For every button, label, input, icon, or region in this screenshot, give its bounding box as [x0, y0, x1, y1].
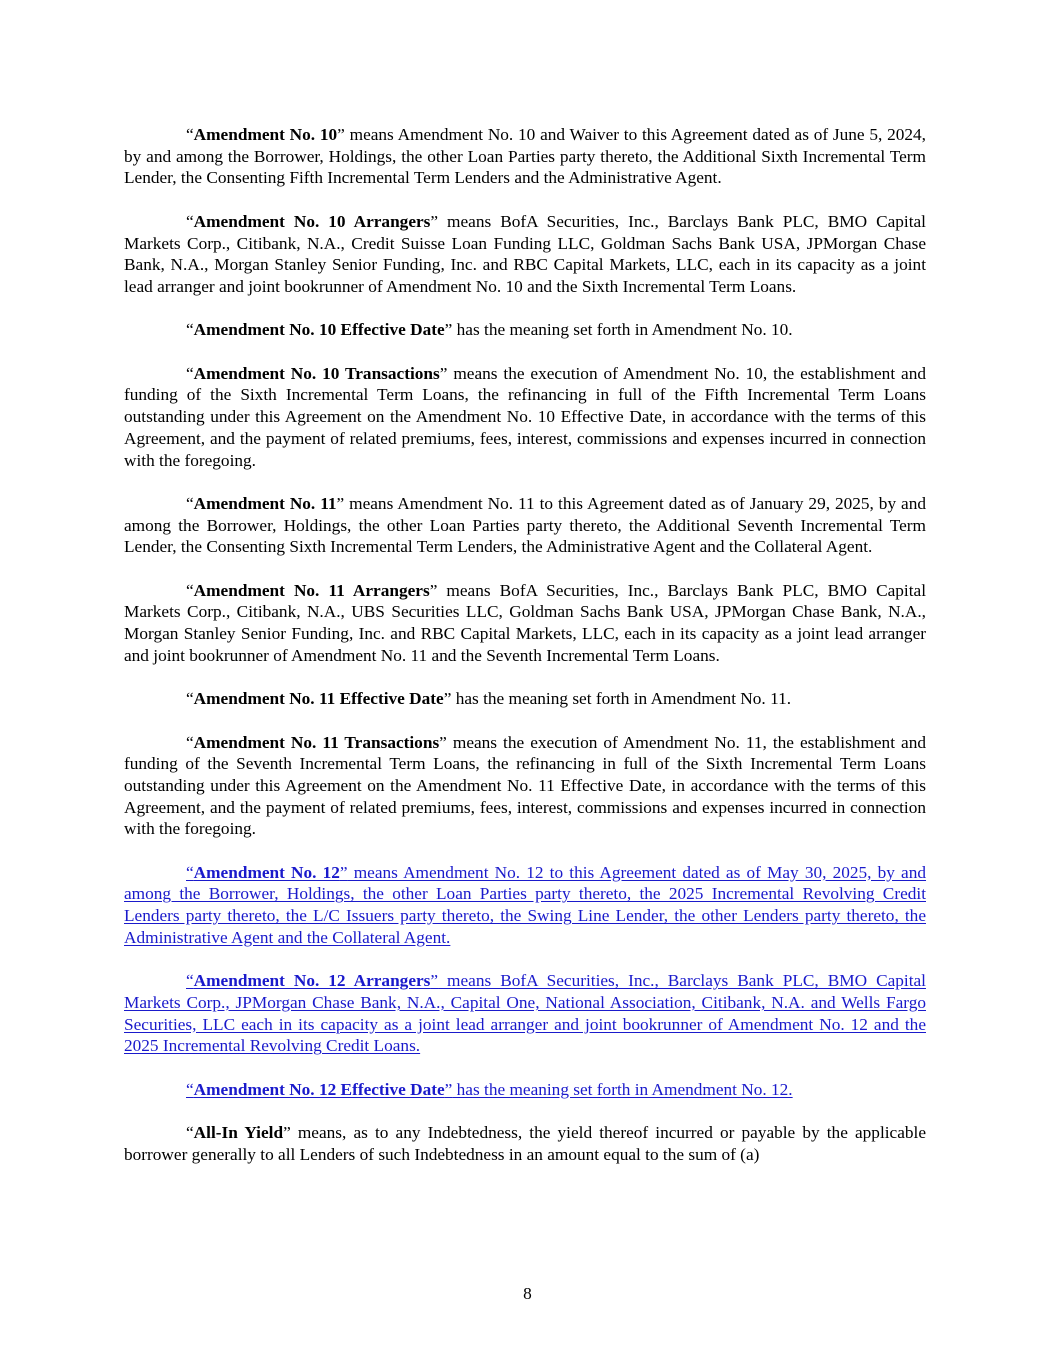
- definition-amendment-12-arrangers: “Amendment No. 12 Arrangers” means BofA Securities, Inc., Barclays Bank PLC, BMO Capital Markets Corp., JPMorgan Chase Bank, N.A., Capital One, National Association, Citibank, N.A. and Wells Fargo Securities, LLC each in its capacity as a joint lead arranger and joint bookrunner of Amendment No. 12 and the 2025 Incremental Revolving Credit Loans.: [124, 971, 926, 1056]
- defined-term: All-In Yield: [193, 1123, 284, 1143]
- definition-amendment-11: “Amendment No. 11” means Amendment No. 11 to this Agreement dated as of January 29, 2025, by and among the Borrower, Holdings, the other Loan Parties party thereto, the Additional Seventh Incremental Term Lender, the Consenting Sixth Incremental Term Lenders, the Administrative Agent and the Collateral Agent.: [124, 493, 926, 557]
- definition-amendment-12-effective-date: “Amendment No. 12 Effective Date” has the meaning set forth in Amendment No. 12.: [186, 1079, 793, 1099]
- defined-term: Amendment No. 10 Effective Date: [193, 320, 445, 340]
- definition-amendment-10-transactions: “Amendment No. 10 Transactions” means the execution of Amendment No. 10, the establishment and funding of the Sixth Incremental Term Loans, the refinancing in full of the Fifth Incremental Term Loans outstanding under this Agreement on the Amendment No. 10 Effective Date, in accordance with the terms of this Agreement, and the payment of related premiums, fees, interest, commissions and expenses incurred in connection with the foregoing.: [124, 363, 926, 470]
- definition-text: means the execution of Amendment No. 11, the establishment and funding of the Seventh Incremental Term Loans, the refinancing in full of the Sixth Incremental Term Loans outstanding under this Agreement on the Amendment No. 11 Effective Date, in accordance with the terms of this Agreement, and the payment of related premiums, fees, interest, commissions and expenses incurred in connection with the foregoing.: [124, 732, 926, 839]
- definition-text: means Amendment No. 12 to this Agreement dated as of May 30, 2025, by and among the Borrower, Holdings, the other Loan Parties party thereto, the 2025 Incremental Revolving Credit Lenders party thereto, the L/C Issuers party thereto, the Swing Line Lender, the other Lenders party thereto, the Administrative Agent and the Collateral Agent.: [124, 862, 927, 947]
- definition-amendment-10: “Amendment No. 10” means Amendment No. 10 and Waiver to this Agreement dated as of June 5, 2024, by and among the Borrower, Holdings, the other Loan Parties party thereto, the Additional Sixth Incremental Term Lender, the Consenting Fifth Incremental Term Lenders and the Administrative Agent.: [124, 125, 927, 188]
- definition-text: means Amendment No. 10 and Waiver to this Agreement dated as of June 5, 2024, by and among the Borrower, Holdings, the other Loan Parties party thereto, the Additional Sixth Incremental Term Lender, the Consenting Fifth Incremental Term Lenders and the Administrative Agent.: [124, 125, 927, 188]
- definition-text: means BofA Securities, Inc., Barclays Bank PLC, BMO Capital Markets Corp., Citibank, N.A., Credit Suisse Loan Funding LLC, Goldman Sachs Bank USA, JPMorgan Chase Bank, N.A., Morgan Stanley Senior Funding, Inc. and RBC Capital Markets, LLC, each in its capacity as a joint lead arranger and joint bookrunner of Amendment No. 10 and the Sixth Incremental Term Loans.: [124, 211, 926, 296]
- defined-term: Amendment No. 10 Transactions: [193, 363, 440, 383]
- definition-amendment-11-transactions: “Amendment No. 11 Transactions” means the execution of Amendment No. 11, the establishment and funding of the Seventh Incremental Term Loans, the refinancing in full of the Sixth Incremental Term Loans outstanding under this Agreement on the Amendment No. 11 Effective Date, in accordance with the terms of this Agreement, and the payment of related premiums, fees, interest, commissions and expenses incurred in connection with the foregoing.: [124, 732, 926, 839]
- defined-term: Amendment No. 12 Effective Date: [193, 1079, 445, 1099]
- defined-term: Amendment No. 10: [193, 125, 338, 144]
- definition-text: means, as to any Indebtedness, the yield thereof incurred or payable by the applicable borrower generally to all Lenders of such Indebtedness in an amount equal to the sum of (a): [124, 1123, 927, 1164]
- defined-term: Amendment No. 11 Transactions: [193, 732, 440, 752]
- document-page: [124, 124, 926, 1187]
- defined-term: Amendment No. 11: [193, 493, 337, 513]
- definition-amendment-11-arrangers: “Amendment No. 11 Arrangers” means BofA Securities, Inc., Barclays Bank PLC, BMO Capital Markets Corp., Citibank, N.A., UBS Securities LLC, Goldman Sachs Bank USA, JPMorgan Chase Bank, N.A., Morgan Stanley Senior Funding, Inc. and RBC Capital Markets, LLC, each in its capacity as a joint lead arranger and joint bookrunner of Amendment No. 11 and the Seventh Incremental Term Loans.: [124, 580, 926, 665]
- defined-term: Amendment No. 12 Arrangers: [193, 971, 431, 991]
- definition-text: has the meaning set forth in Amendment No. 10.: [452, 320, 793, 340]
- definition-text: means BofA Securities, Inc., Barclays Bank PLC, BMO Capital Markets Corp., Citibank, N.A., UBS Securities LLC, Goldman Sachs Bank USA, JPMorgan Chase Bank, N.A., Morgan Stanley Senior Funding, Inc. and RBC Capital Markets, LLC, each in its capacity as a joint lead arranger and joint bookrunner of Amendment No. 11 and the Seventh Incremental Term Loans.: [124, 580, 926, 665]
- definition-text: has the meaning set forth in Amendment No. 12.: [452, 1079, 793, 1099]
- definition-text: has the meaning set forth in Amendment No. 11.: [451, 689, 792, 709]
- definition-amendment-12: “Amendment No. 12” means Amendment No. 12 to this Agreement dated as of May 30, 2025, by and among the Borrower, Holdings, the other Loan Parties party thereto, the 2025 Incremental Revolving Credit Lenders party thereto, the L/C Issuers party thereto, the Swing Line Lender, the other Lenders party thereto, the Administrative Agent and the Collateral Agent.: [124, 862, 927, 947]
- definition-text: means BofA Securities, Inc., Barclays Bank PLC, BMO Capital Markets Corp., JPMorgan Chase Bank, N.A., Capital One, National Association, Citibank, N.A. and Wells Fargo Securities, LLC each in its capacity as a joint lead arranger and joint bookrunner of Amendment No. 12 and the 2025 Incremental Revolving Credit Loans.: [124, 971, 926, 1056]
- defined-term: Amendment No. 10 Arrangers: [193, 211, 431, 231]
- definition-text: means Amendment No. 11 to this Agreement dated as of January 29, 2025, by and among the Borrower, Holdings, the other Loan Parties party thereto, the Additional Seventh Incremental Term Lender, the Consenting Sixth Incremental Term Lenders, the Administrative Agent and the Collateral Agent.: [124, 493, 926, 557]
- definition-text: means the execution of Amendment No. 10, the establishment and funding of the Sixth Incremental Term Loans, the refinancing in full of the Fifth Incremental Term Loans outstanding under this Agreement on the Amendment No. 10 Effective Date, in accordance with the terms of this Agreement, and the payment of related premiums, fees, interest, commissions and expenses incurred in connection with the foregoing.: [124, 363, 926, 470]
- page-number: 8: [523, 1284, 532, 1303]
- definition-amendment-10-effective-date: “Amendment No. 10 Effective Date” has the meaning set forth in Amendment No. 10.: [186, 320, 793, 340]
- definition-amendment-11-effective-date: “Amendment No. 11 Effective Date” has the meaning set forth in Amendment No. 11.: [186, 689, 792, 709]
- definition-amendment-10-arrangers: “Amendment No. 10 Arrangers” means BofA Securities, Inc., Barclays Bank PLC, BMO Capital Markets Corp., Citibank, N.A., Credit Suisse Loan Funding LLC, Goldman Sachs Bank USA, JPMorgan Chase Bank, N.A., Morgan Stanley Senior Funding, Inc. and RBC Capital Markets, LLC, each in its capacity as a joint lead arranger and joint bookrunner of Amendment No. 10 and the Sixth Incremental Term Loans.: [124, 211, 926, 296]
- defined-term: Amendment No. 11 Arrangers: [193, 580, 430, 600]
- defined-term: Amendment No. 12: [193, 862, 340, 882]
- defined-term: Amendment No. 11 Effective Date: [193, 689, 444, 709]
- definition-all-in-yield: “All-In Yield” means, as to any Indebtedness, the yield thereof incurred or payable by the applicable borrower generally to all Lenders of such Indebtedness in an amount equal to the sum of (a): [124, 1123, 927, 1164]
